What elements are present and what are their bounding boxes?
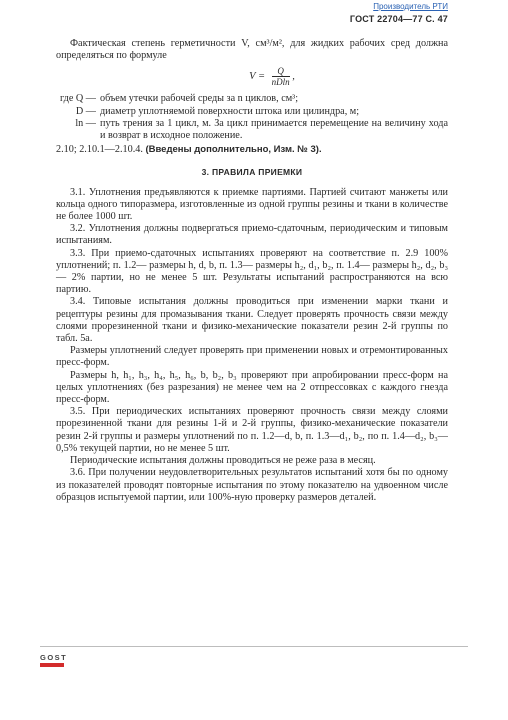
section-title: 3. ПРАВИЛА ПРИЕМКИ	[201, 167, 303, 178]
definition-row	[56, 106, 448, 118]
formula	[96, 66, 448, 87]
formula-numerator: Q	[272, 66, 290, 77]
definitions	[56, 93, 448, 142]
definition-row	[56, 118, 448, 142]
intro-paragraph: Фактическая степень герметичности V, см³/м², для жидких рабочих сред должна определяться по формуле	[56, 38, 448, 62]
paragraph: 3.5. При периодических испытаниях проверяют прочность связи между слоями прорезиненной ткани для резины 1-й и 2-й группы, физико-механические показатели резин 2-й группы и размеры уплотнений по п. 1.2—d, b, п. 1.3—d₁, b₂, по п. 1.4—d₂, b₃—0,5% текущей партии, но не менее 5 шт.	[56, 406, 448, 454]
definition-term: где Q —	[59, 93, 96, 105]
paragraph: Размеры h, h₁, h₃, h₄, h₅, h₆, b, b₂, b₃ проверяют при апробировании пресс-форм на целых уплотнениях (без разрезания) не менее чем на 2 отпрессовках с каждого гнезда пресс-форм.	[56, 369, 448, 406]
footer-divider	[40, 646, 468, 647]
page-content	[56, 38, 448, 504]
paragraph: 3.6. При получении неудовлетворительных результатов испытаний хотя бы по одному из показателей проводят повторные испытания по этому показателю на удвоенном числе образцов испытуемой партии, или 100%-ную проверку размеров деталей.	[56, 467, 448, 503]
formula-trail: ,	[292, 71, 295, 83]
formula-lhs: V =	[249, 71, 266, 83]
gost-logo	[40, 653, 68, 667]
amendment-note	[56, 144, 448, 156]
paragraph: 3.1. Уплотнения предъявляются к приемке партиями. Партией считают манжеты или кольца одного типоразмера, изготовленные из одной группы резины и ткани в количестве не более 1000 шт.	[56, 186, 448, 223]
page-header: ГОСТ 22704—77 С. 47	[349, 14, 448, 24]
definition-term: ln —	[75, 117, 96, 129]
paragraph: 3.2. Уплотнения должны подвергаться приемо-сдаточным, периодическим и типовым испытаниям.	[56, 223, 448, 247]
paragraph: 3.3. При приемо-сдаточных испытаниях проверяют на соответствие п. 2.9 100% уплотнений; п. 1.2— размеры h, d, b, п. 1.3— размеры h₂, d₁, b₂, п. 1.4— размеры h₂, d₂, b₃— 2% партии, но не менее 5 шт. Результаты испытаний распространяются на всю партию.	[56, 247, 448, 296]
definition-desc: путь трения за 1 цикл, м. За цикл принимается перемещение на величину хода и возврат в исходное положение.	[100, 117, 448, 142]
paragraph: 3.4. Типовые испытания должны проводиться при изменении марки ткани и рецептуры резины для промазывания ткани. Следует проверять прочность связи между слоями прорезиненной ткани и физико-механические показатели резин 2-й группы по табл. 5а.	[56, 296, 448, 345]
gost-logo-text: GOST	[40, 653, 68, 662]
definition-term: D —	[75, 105, 96, 117]
formula-denominator: nDln	[271, 77, 290, 88]
amendment-bold: (Введены дополнительно, Изм. № 3).	[145, 144, 322, 156]
manufacturer-link[interactable]: Производитель РТИ	[373, 2, 448, 11]
formula-fraction	[272, 66, 290, 87]
paragraph: Периодические испытания должны проводиться не реже раза в месяц.	[70, 455, 376, 467]
definition-desc: объем утечки рабочей среды за n циклов, см³;	[100, 93, 299, 105]
paragraph: Размеры уплотнений следует проверять при применении новых и отремонтированных пресс-форм.	[56, 345, 448, 369]
amendment-items: 2.10; 2.10.1—2.10.4.	[56, 144, 143, 156]
definition-row	[56, 93, 448, 105]
gost-logo-bar	[40, 663, 64, 667]
definition-desc: диаметр уплотняемой поверхности штока или цилиндра, м;	[100, 105, 360, 117]
